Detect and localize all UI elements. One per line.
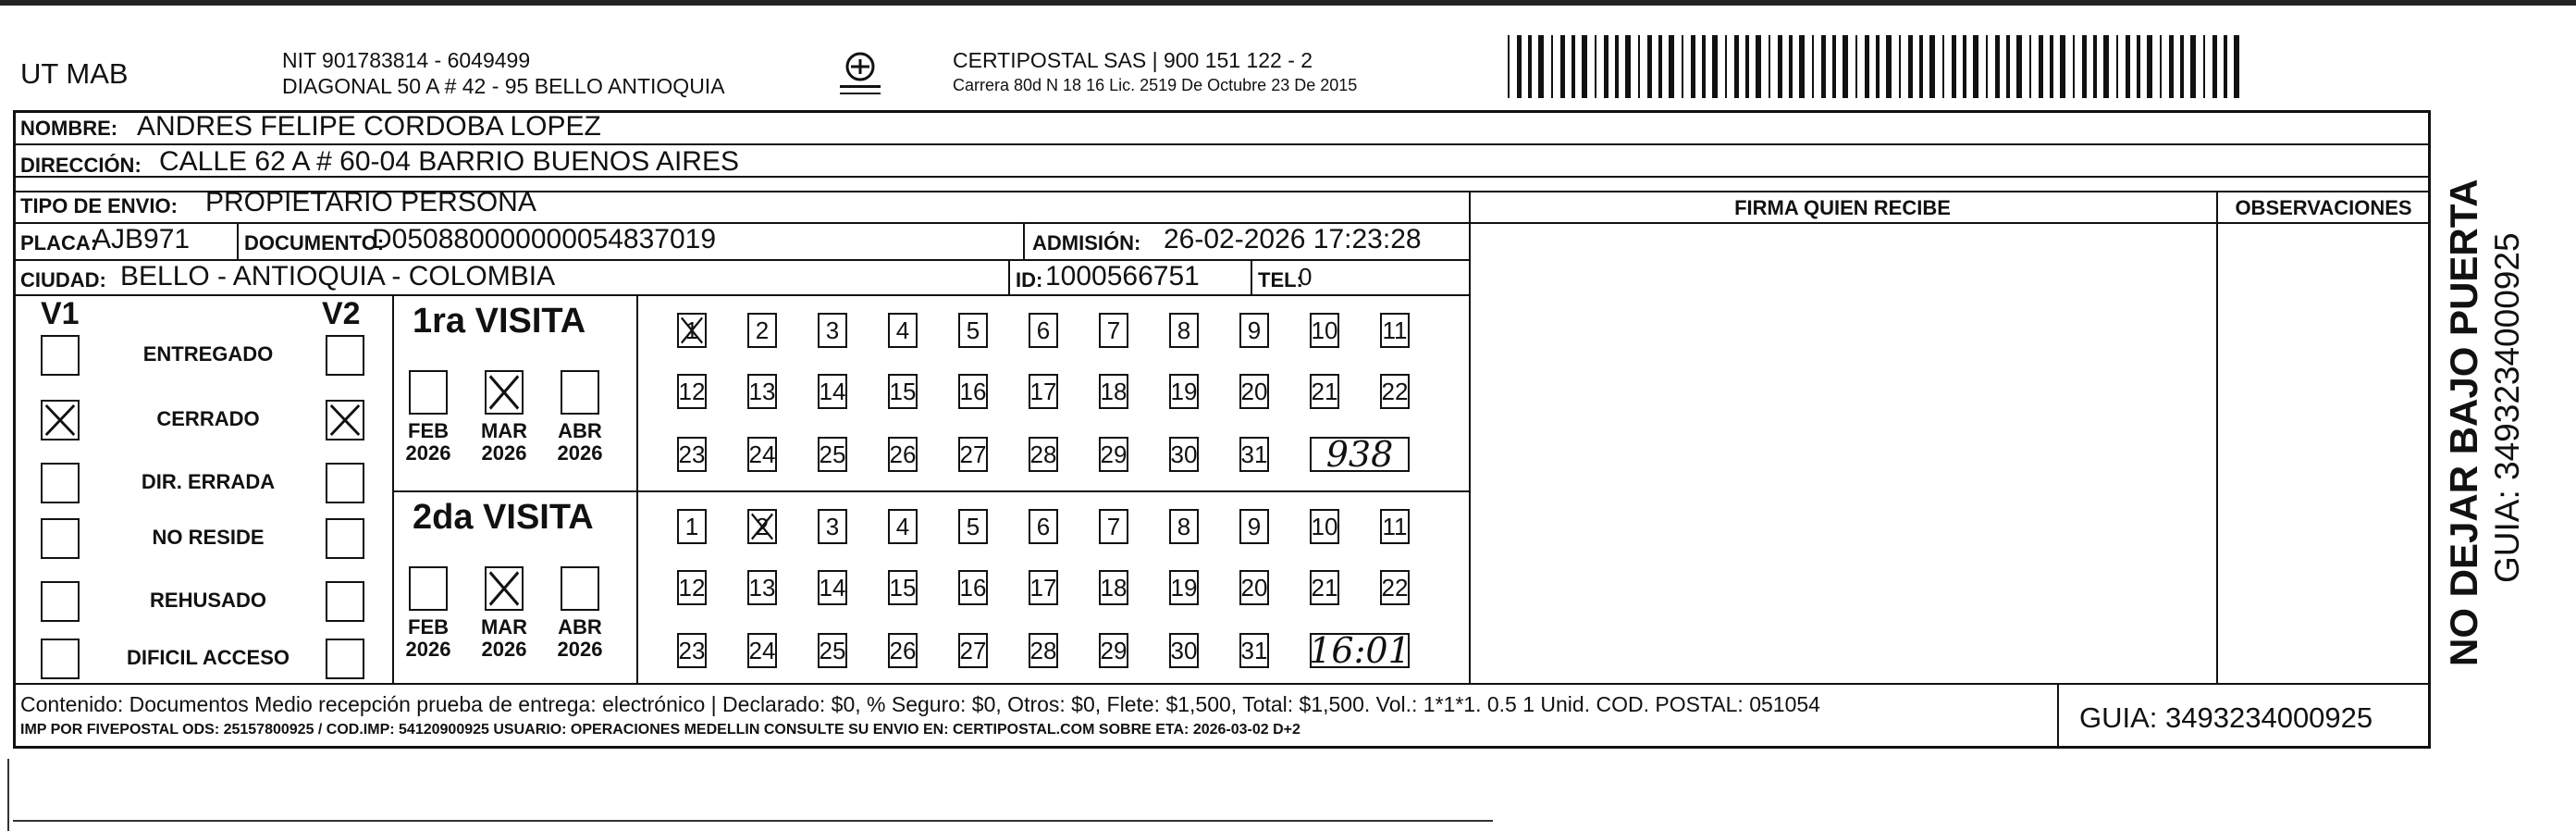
side-guia: GUIA: 3493234000925 bbox=[2488, 232, 2526, 583]
document-label: DOCUMENTO: bbox=[244, 231, 385, 254]
visit1-day-4[interactable]: 4 bbox=[888, 313, 918, 348]
visit1-day-7[interactable]: 7 bbox=[1099, 313, 1128, 348]
status-label: ENTREGADO bbox=[142, 342, 274, 366]
v2-header: V2 bbox=[322, 296, 361, 331]
check-mark-icon bbox=[43, 402, 78, 439]
v1-header: V1 bbox=[41, 296, 80, 331]
visit1-month-box-mar[interactable] bbox=[485, 370, 524, 415]
shipment-label: TIPO DE ENVIO: bbox=[20, 194, 178, 217]
check-mark-icon bbox=[487, 372, 522, 413]
visit1-month-box-feb[interactable] bbox=[409, 370, 448, 415]
visit1-day-9[interactable]: 9 bbox=[1239, 313, 1269, 348]
first-visit-title: 1ra VISITA bbox=[413, 302, 586, 341]
visit2-month-label: FEB 2026 bbox=[405, 615, 451, 661]
visit1-day-12[interactable]: 12 bbox=[677, 374, 707, 409]
check-mark-icon bbox=[679, 315, 705, 346]
observations-area[interactable] bbox=[2220, 226, 2427, 679]
visit1-month-label: ABR 2026 bbox=[557, 419, 603, 465]
v2-checkbox-5[interactable] bbox=[326, 581, 364, 622]
certipostal-logo bbox=[834, 48, 886, 100]
check-mark-icon bbox=[749, 511, 775, 542]
visit1-day-13[interactable]: 13 bbox=[747, 374, 777, 409]
visit1-day-28[interactable]: 28 bbox=[1029, 437, 1058, 472]
visit2-day-11[interactable]: 11 bbox=[1380, 509, 1410, 544]
scan-left-line bbox=[7, 759, 9, 831]
visit1-day-24[interactable]: 24 bbox=[747, 437, 777, 472]
visit2-day-22[interactable]: 22 bbox=[1380, 570, 1410, 605]
status-label: CERRADO bbox=[156, 407, 260, 430]
city-value: BELLO - ANTIOQUIA - COLOMBIA bbox=[120, 261, 556, 291]
visit2-day-16[interactable]: 16 bbox=[958, 570, 988, 605]
visit2-day-29[interactable]: 29 bbox=[1099, 633, 1128, 668]
tel-label: TEL: bbox=[1258, 268, 1303, 291]
v1-checkbox-5[interactable] bbox=[41, 581, 80, 622]
visit2-day-12[interactable]: 12 bbox=[677, 570, 707, 605]
signature-header: FIRMA QUIEN RECIBE bbox=[1734, 196, 1951, 219]
v1-checkbox-4[interactable] bbox=[41, 518, 80, 559]
v1-checkbox-1[interactable] bbox=[41, 335, 80, 376]
visit1-day-8[interactable]: 8 bbox=[1169, 313, 1199, 348]
v2-checkbox-3[interactable] bbox=[326, 463, 364, 503]
v2-checkbox-4[interactable] bbox=[326, 518, 364, 559]
visit2-day-24[interactable]: 24 bbox=[747, 633, 777, 668]
check-mark-icon bbox=[327, 402, 363, 439]
side-warning: NO DEJAR BAJO PUERTA bbox=[2442, 179, 2485, 666]
v2-checkbox-1[interactable] bbox=[326, 335, 364, 376]
visit2-day-6[interactable]: 6 bbox=[1029, 509, 1058, 544]
visit1-day-31[interactable]: 31 bbox=[1239, 437, 1269, 472]
status-label: DIR. ERRADA bbox=[141, 470, 276, 493]
footer-imp: IMP POR FIVEPOSTAL ODS: 25157800925 / COD.IMP: 54120900925 USUARIO: OPERACIONES MEDELLIN CONSULTE SU ENVIO EN: CERTIPOSTAL.COM SOBRE ETA: 2026-03-02 D+2 bbox=[20, 722, 1300, 738]
second-visit-title: 2da VISITA bbox=[413, 498, 594, 537]
visit2-month-label: ABR 2026 bbox=[557, 615, 603, 661]
plate-label: PLACA: bbox=[20, 231, 98, 254]
visit1-day-5[interactable]: 5 bbox=[958, 313, 988, 348]
visit2-day-3[interactable]: 3 bbox=[818, 509, 847, 544]
visit2-day-19[interactable]: 19 bbox=[1169, 570, 1199, 605]
visit1-day-16[interactable]: 16 bbox=[958, 374, 988, 409]
address-label: DIRECCIÓN: bbox=[20, 154, 142, 177]
visit1-day-29[interactable]: 29 bbox=[1099, 437, 1128, 472]
visit2-day-4[interactable]: 4 bbox=[888, 509, 918, 544]
sender-nit: NIT 901783814 - 6049499 bbox=[282, 48, 531, 72]
company-address: Carrera 80d N 18 16 Lic. 2519 De Octubre 23 De 2015 bbox=[953, 76, 1358, 94]
visit2-month-box-mar[interactable] bbox=[485, 566, 524, 611]
visit2-day-30[interactable]: 30 bbox=[1169, 633, 1199, 668]
shipment-type: PROPIETARIO PERSONA bbox=[205, 187, 536, 217]
visit1-month-label: MAR 2026 bbox=[480, 419, 528, 465]
v2-checkbox-2[interactable] bbox=[326, 400, 364, 440]
visit1-day-2[interactable]: 2 bbox=[747, 313, 777, 348]
visit2-month-box-abr[interactable] bbox=[561, 566, 599, 611]
visit2-day-18[interactable]: 18 bbox=[1099, 570, 1128, 605]
visit2-day-31[interactable]: 31 bbox=[1239, 633, 1269, 668]
company-name: CERTIPOSTAL SAS | 900 151 122 - 2 bbox=[953, 48, 1313, 72]
observations-header: OBSERVACIONES bbox=[2235, 196, 2412, 219]
visit1-day-14[interactable]: 14 bbox=[818, 374, 847, 409]
visit1-day-22[interactable]: 22 bbox=[1380, 374, 1410, 409]
visit2-day-5[interactable]: 5 bbox=[958, 509, 988, 544]
visit1-day-26[interactable]: 26 bbox=[888, 437, 918, 472]
visit1-month-label: FEB 2026 bbox=[405, 419, 451, 465]
v1-checkbox-3[interactable] bbox=[41, 463, 80, 503]
visit2-day-28[interactable]: 28 bbox=[1029, 633, 1058, 668]
id-label: ID: bbox=[1016, 268, 1043, 291]
visit2-day-23[interactable]: 23 bbox=[677, 633, 707, 668]
visit2-day-27[interactable]: 27 bbox=[958, 633, 988, 668]
visit2-day-26[interactable]: 26 bbox=[888, 633, 918, 668]
admission-label: ADMISIÓN: bbox=[1032, 231, 1141, 254]
visit2-month-label: MAR 2026 bbox=[480, 615, 528, 661]
visit2-day-25[interactable]: 25 bbox=[818, 633, 847, 668]
visit1-day-6[interactable]: 6 bbox=[1029, 313, 1058, 348]
footer-guia: GUIA: 3493234000925 bbox=[2079, 701, 2373, 734]
visit1-month-box-abr[interactable] bbox=[561, 370, 599, 415]
check-mark-icon bbox=[487, 568, 522, 609]
signature-area[interactable] bbox=[1473, 226, 2212, 679]
scan-bottom-line bbox=[13, 820, 1493, 822]
visit1-handwritten-note[interactable]: 938 bbox=[1310, 437, 1410, 472]
visit1-day-11[interactable]: 11 bbox=[1380, 313, 1410, 348]
visit2-day-10[interactable]: 10 bbox=[1310, 509, 1339, 544]
sender-address: DIAGONAL 50 A # 42 - 95 BELLO ANTIOQUIA bbox=[282, 74, 725, 98]
visit2-day-17[interactable]: 17 bbox=[1029, 570, 1058, 605]
visit1-day-27[interactable]: 27 bbox=[958, 437, 988, 472]
visit2-day-2[interactable]: 2 bbox=[747, 509, 777, 544]
visit2-day-20[interactable]: 20 bbox=[1239, 570, 1269, 605]
recipient-name: ANDRES FELIPE CORDOBA LOPEZ bbox=[137, 111, 601, 142]
status-label: REHUSADO bbox=[150, 589, 266, 612]
visit1-day-30[interactable]: 30 bbox=[1169, 437, 1199, 472]
v2-checkbox-6[interactable] bbox=[326, 639, 364, 679]
admission-value: 26-02-2026 17:23:28 bbox=[1164, 224, 1422, 254]
visit2-handwritten-note[interactable]: 16:01 bbox=[1309, 630, 1411, 671]
footer-content: Contenido: Documentos Medio recepción prueba de entrega: electrónico | Declarado: $0, % Seguro: $0, Otros: $0, Flete: $1,500, Total: $1,500. Vol.: 1*1*1. 0.5 1 Unid. COD. POSTAL: 051054 bbox=[20, 692, 1820, 716]
v1-checkbox-2[interactable] bbox=[41, 400, 80, 440]
barcode bbox=[1508, 35, 2243, 98]
visit1-day-19[interactable]: 19 bbox=[1169, 374, 1199, 409]
visit1-day-17[interactable]: 17 bbox=[1029, 374, 1058, 409]
scan-top-edge bbox=[0, 0, 2576, 6]
visit2-day-7[interactable]: 7 bbox=[1099, 509, 1128, 544]
name-label: NOMBRE: bbox=[20, 117, 118, 140]
visit1-day-20[interactable]: 20 bbox=[1239, 374, 1269, 409]
v1-checkbox-6[interactable] bbox=[41, 639, 80, 679]
visit2-day-9[interactable]: 9 bbox=[1239, 509, 1269, 544]
tel-value: 0 bbox=[1299, 263, 1313, 291]
recipient-address: CALLE 62 A # 60-04 BARRIO BUENOS AIRES bbox=[159, 146, 739, 177]
status-label: NO RESIDE bbox=[152, 526, 265, 549]
visit1-day-25[interactable]: 25 bbox=[818, 437, 847, 472]
visit2-day-13[interactable]: 13 bbox=[747, 570, 777, 605]
id-value: 1000566751 bbox=[1045, 261, 1200, 291]
plate-value: AJB971 bbox=[92, 224, 191, 254]
visit1-day-15[interactable]: 15 bbox=[888, 374, 918, 409]
visit1-day-1[interactable]: 1 bbox=[677, 313, 707, 348]
visit1-day-3[interactable]: 3 bbox=[818, 313, 847, 348]
visit1-day-23[interactable]: 23 bbox=[677, 437, 707, 472]
visit2-day-15[interactable]: 15 bbox=[888, 570, 918, 605]
city-label: CIUDAD: bbox=[20, 268, 106, 291]
visit2-day-1[interactable]: 1 bbox=[677, 509, 707, 544]
visit2-day-21[interactable]: 21 bbox=[1310, 570, 1339, 605]
sender-name: UT MAB bbox=[20, 57, 129, 90]
visit1-day-10[interactable]: 10 bbox=[1310, 313, 1339, 348]
visit2-day-14[interactable]: 14 bbox=[818, 570, 847, 605]
visit1-day-18[interactable]: 18 bbox=[1099, 374, 1128, 409]
visit2-day-8[interactable]: 8 bbox=[1169, 509, 1199, 544]
status-label: DIFICIL ACCESO bbox=[126, 646, 290, 669]
document-value: D050880000000054837019 bbox=[372, 224, 717, 254]
visit1-day-21[interactable]: 21 bbox=[1310, 374, 1339, 409]
visit2-month-box-feb[interactable] bbox=[409, 566, 448, 611]
